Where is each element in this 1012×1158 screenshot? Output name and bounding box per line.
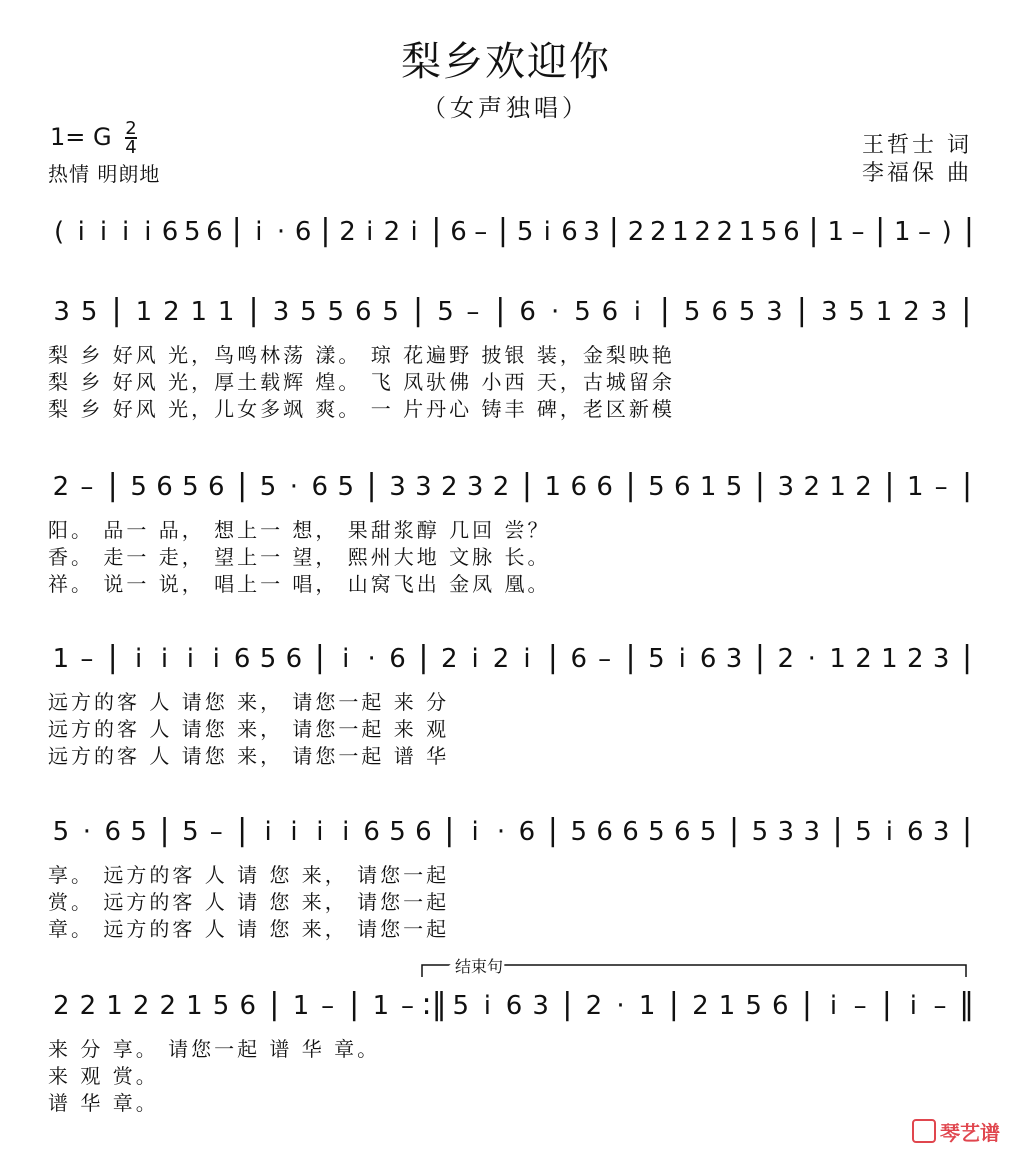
note: 2 [777, 644, 795, 674]
barline: | [796, 293, 807, 328]
note: 5 [183, 217, 201, 247]
note: · [550, 297, 560, 327]
note: 5 [80, 297, 98, 327]
note: 5 [259, 644, 277, 674]
note: i [366, 217, 374, 247]
note: – [853, 991, 867, 1021]
note: 6 [601, 297, 619, 327]
barline: | [808, 213, 819, 248]
barline: | [625, 640, 636, 675]
note: 2 [492, 472, 510, 502]
note: ) [941, 217, 952, 247]
lyric-line: 章。 远方的客 人 请 您 来， 请您一起 [48, 917, 450, 941]
note: i [678, 644, 686, 674]
barline: | [875, 213, 886, 248]
note: 6 [104, 817, 121, 847]
note: 5 [725, 472, 743, 502]
barline: | [237, 813, 248, 848]
note: 5 [570, 817, 587, 847]
ending-label: 结束句 [455, 957, 504, 976]
note: – [934, 472, 948, 502]
barline: | [881, 987, 892, 1022]
note: 3 [532, 991, 549, 1021]
note: 3 [820, 297, 838, 327]
note: 2 [339, 217, 356, 247]
note: 1 [217, 297, 235, 327]
note: 2 [903, 297, 920, 327]
note: 1 [544, 472, 562, 502]
note: 6 [505, 991, 523, 1021]
note: i [342, 644, 350, 674]
note: 5 [699, 817, 717, 847]
note: 6 [518, 817, 536, 847]
note: · [807, 644, 816, 674]
barline: | [562, 987, 573, 1022]
barline: | [521, 468, 532, 503]
barline: | [754, 468, 765, 503]
note: 3 [415, 472, 432, 502]
barline: | [963, 213, 974, 248]
note: 3 [466, 472, 484, 502]
note: 6 [772, 991, 789, 1021]
note: i [255, 217, 263, 247]
lyric-line: 来 观 赏。 [48, 1064, 159, 1088]
note: · [289, 472, 299, 502]
note: 1 [672, 217, 689, 247]
note: 5 [855, 817, 872, 847]
note: 6 [596, 472, 613, 502]
note: 2 [855, 644, 872, 674]
note: 6 [519, 297, 536, 327]
barline: | [668, 987, 679, 1022]
note: · [616, 991, 625, 1021]
song-subtitle: （女声独唱） [422, 94, 590, 122]
note: 6 [674, 817, 691, 847]
lyric-line: 远方的客 人 请您 来， 请您一起 谱 华 [48, 744, 450, 768]
note: – [80, 644, 94, 674]
note: 6 [233, 644, 251, 674]
note: – [851, 217, 865, 247]
note: – [474, 217, 488, 247]
lyric-line: 远方的客 人 请您 来， 请您一起 来 观 [48, 717, 450, 741]
barline: | [107, 640, 118, 675]
barline: | [884, 468, 895, 503]
note: 3 [583, 217, 600, 247]
note: i [264, 817, 272, 847]
note: 5 [745, 991, 762, 1021]
barline: | [248, 293, 259, 328]
note: 2 [53, 991, 70, 1021]
note: 5 [452, 991, 470, 1021]
barline: | [625, 468, 636, 503]
note: ( [54, 217, 65, 247]
note: i [160, 644, 169, 674]
note: – [321, 991, 335, 1021]
lyric-line: 谱 华 章。 [48, 1091, 159, 1115]
note: i [483, 991, 491, 1021]
note: 6 [294, 217, 312, 247]
note: i [99, 217, 108, 247]
note: i [523, 644, 531, 674]
note: 5 [382, 297, 399, 327]
note: 5 [259, 472, 277, 502]
site-logo [912, 1117, 1000, 1146]
note: 1 [875, 297, 893, 327]
note: 5 [300, 297, 317, 327]
note: 2 [159, 991, 177, 1021]
note: 3 [930, 297, 948, 327]
note: 1 [638, 991, 656, 1021]
note: · [496, 817, 506, 847]
note: 6 [907, 817, 924, 847]
note: 6 [156, 472, 173, 502]
note: 5 [130, 472, 147, 502]
note: 2 [79, 991, 97, 1021]
note: 6 [354, 297, 372, 327]
lyricist-credit: 王哲士 词 [862, 133, 972, 158]
key-text: 1= G [50, 123, 112, 151]
note: 1 [135, 297, 153, 327]
note: i [290, 817, 298, 847]
note: 2 [627, 217, 645, 247]
note: 5 [760, 217, 778, 247]
note: i [186, 644, 195, 674]
lyric-line: 梨 乡 好风 光，鸟鸣林荡 漾。 琼 花遍野 披银 装，金梨映艳 [48, 343, 675, 367]
note: 1 [699, 472, 717, 502]
note: 3 [389, 472, 406, 502]
barline: | [349, 987, 360, 1022]
note: i [144, 217, 152, 247]
note: 5 [327, 297, 345, 327]
note: 6 [699, 644, 717, 674]
barline: | [314, 640, 325, 675]
barline: | [495, 293, 506, 328]
barline: | [754, 640, 765, 675]
barline: | [962, 468, 973, 503]
lyric-line: 享。 远方的客 人 请 您 来， 请您一起 [48, 863, 450, 887]
note: 6 [561, 217, 578, 247]
note: 2 [132, 991, 150, 1021]
note: i [316, 817, 324, 847]
barline: | [547, 640, 558, 675]
note: 6 [570, 472, 587, 502]
note: i [212, 644, 220, 674]
note: 1 [106, 991, 123, 1021]
note: i [134, 644, 143, 674]
barline: | [801, 987, 812, 1022]
barline: | [961, 293, 972, 328]
barline: | [497, 213, 508, 248]
note: 1 [829, 644, 846, 674]
barline: | [832, 813, 843, 848]
barline: | [659, 293, 670, 328]
note: 5 [648, 817, 665, 847]
note: 3 [766, 297, 783, 327]
time-bottom: 4 [125, 137, 137, 158]
note: 2 [803, 472, 820, 502]
note: 1 [372, 991, 390, 1021]
note: 1 [52, 644, 70, 674]
note: 5 [683, 297, 701, 327]
note: 5 [182, 472, 199, 502]
note: i [471, 817, 479, 847]
note: – [80, 472, 94, 502]
note: i [122, 217, 130, 247]
note: 3 [932, 817, 950, 847]
note: 6 [389, 644, 406, 674]
note: i [471, 644, 479, 674]
note: 6 [783, 217, 800, 247]
note: 5 [212, 991, 230, 1021]
note: 6 [311, 472, 329, 502]
note: 5 [751, 817, 769, 847]
lyric-line: 梨 乡 好风 光，儿女多飒 爽。 一 片丹心 铸丰 碑，老区新模 [48, 397, 675, 421]
barline: | [418, 640, 429, 675]
barline: | [269, 987, 280, 1022]
note: 3 [932, 644, 950, 674]
barline: :‖ [421, 987, 447, 1022]
barline: | [366, 468, 377, 503]
note: 6 [570, 644, 587, 674]
note: 5 [182, 817, 199, 847]
barline: | [962, 640, 973, 675]
note: 6 [363, 817, 380, 847]
note: 1 [190, 297, 208, 327]
note: 3 [272, 297, 290, 327]
note: 5 [437, 297, 454, 327]
note: 6 [596, 817, 613, 847]
barline: | [608, 213, 619, 248]
note: 5 [130, 817, 147, 847]
note: · [367, 644, 376, 674]
note: 2 [52, 472, 70, 502]
barline: | [320, 213, 331, 248]
note: – [933, 991, 947, 1021]
note: 6 [161, 217, 179, 247]
note: 2 [649, 217, 667, 247]
note: i [633, 297, 641, 327]
barline: | [107, 468, 118, 503]
note: 6 [206, 217, 223, 247]
note: 6 [415, 817, 432, 847]
note: 2 [492, 644, 510, 674]
note: 2 [441, 644, 458, 674]
note: 5 [52, 817, 70, 847]
note: 6 [239, 991, 256, 1021]
note: i [77, 217, 85, 247]
note: i [909, 991, 918, 1021]
note: 5 [389, 817, 406, 847]
barline: | [231, 213, 242, 248]
lyric-line: 赏。 远方的客 人 请 您 来， 请您一起 [48, 890, 450, 914]
barline: | [431, 213, 442, 248]
note: 1 [827, 217, 845, 247]
note: 5 [337, 472, 354, 502]
lyric-line: 阳。 品一 品， 想上一 想， 果甜浆醇 几回 尝？ [48, 518, 551, 542]
note: 2 [163, 297, 180, 327]
barline: | [111, 293, 122, 328]
barline: | [444, 813, 455, 848]
note: 5 [516, 217, 534, 247]
note: – [400, 991, 414, 1021]
note: 2 [383, 217, 401, 247]
note: 3 [777, 472, 795, 502]
note: 1 [881, 644, 898, 674]
barline: | [237, 468, 248, 503]
barline: | [729, 813, 740, 848]
barline: ‖ [959, 987, 975, 1022]
note: 6 [285, 644, 303, 674]
note: – [598, 644, 612, 674]
note: 1 [894, 217, 911, 247]
note: 1 [292, 991, 310, 1021]
note: 1 [738, 217, 756, 247]
lyric-line: 香。 走一 走， 望上一 望， 熙州大地 文脉 长。 [48, 545, 551, 569]
note: 1 [829, 472, 846, 502]
logo-text: 琴艺谱 [940, 1121, 1000, 1145]
note: 3 [53, 297, 70, 327]
composer-credit: 李福保 曲 [862, 161, 972, 186]
note: · [276, 217, 286, 247]
ending-bracket [422, 965, 966, 977]
note: i [829, 991, 838, 1021]
note: 1 [718, 991, 736, 1021]
note: 6 [208, 472, 225, 502]
barline: | [547, 813, 558, 848]
note: 2 [585, 991, 603, 1021]
note: – [466, 297, 480, 327]
lyric-line: 来 分 享。 请您一起 谱 华 章。 [48, 1037, 381, 1061]
note: 3 [725, 644, 743, 674]
song-title: 梨乡欢迎你 [401, 39, 611, 85]
note: 2 [692, 991, 709, 1021]
note: 5 [648, 644, 665, 674]
lyric-line: 祥。 说一 说， 唱上一 唱， 山窝飞出 金凤 凰。 [48, 572, 551, 596]
note: – [918, 217, 932, 247]
note: 5 [738, 297, 756, 327]
note: 6 [622, 817, 639, 847]
logo-icon [912, 1119, 936, 1143]
note: 2 [441, 472, 458, 502]
note: – [209, 817, 223, 847]
note: 2 [694, 217, 711, 247]
note: i [885, 817, 894, 847]
lyric-line: 远方的客 人 请您 来， 请您一起 来 分 [48, 690, 450, 714]
note: 6 [711, 297, 728, 327]
note: i [410, 217, 418, 247]
note: 5 [574, 297, 591, 327]
note: 2 [855, 472, 872, 502]
note: 2 [716, 217, 734, 247]
note: 3 [777, 817, 795, 847]
note: 2 [907, 644, 924, 674]
note: 3 [803, 817, 820, 847]
barline: | [159, 813, 170, 848]
note: 5 [648, 472, 665, 502]
note: i [342, 817, 350, 847]
tempo-marking: 热情 明朗地 [48, 162, 161, 186]
barline: | [413, 293, 424, 328]
note: 6 [674, 472, 691, 502]
note: 1 [907, 472, 924, 502]
note: · [82, 817, 91, 847]
note: 1 [186, 991, 203, 1021]
note: 6 [450, 217, 467, 247]
note: 5 [848, 297, 865, 327]
time-top: 2 [125, 118, 137, 139]
note: i [543, 217, 551, 247]
lyric-line: 梨 乡 好风 光，厚土载辉 煌。 飞 凤驮佛 小西 天，古城留余 [48, 370, 675, 394]
barline: | [962, 813, 973, 848]
